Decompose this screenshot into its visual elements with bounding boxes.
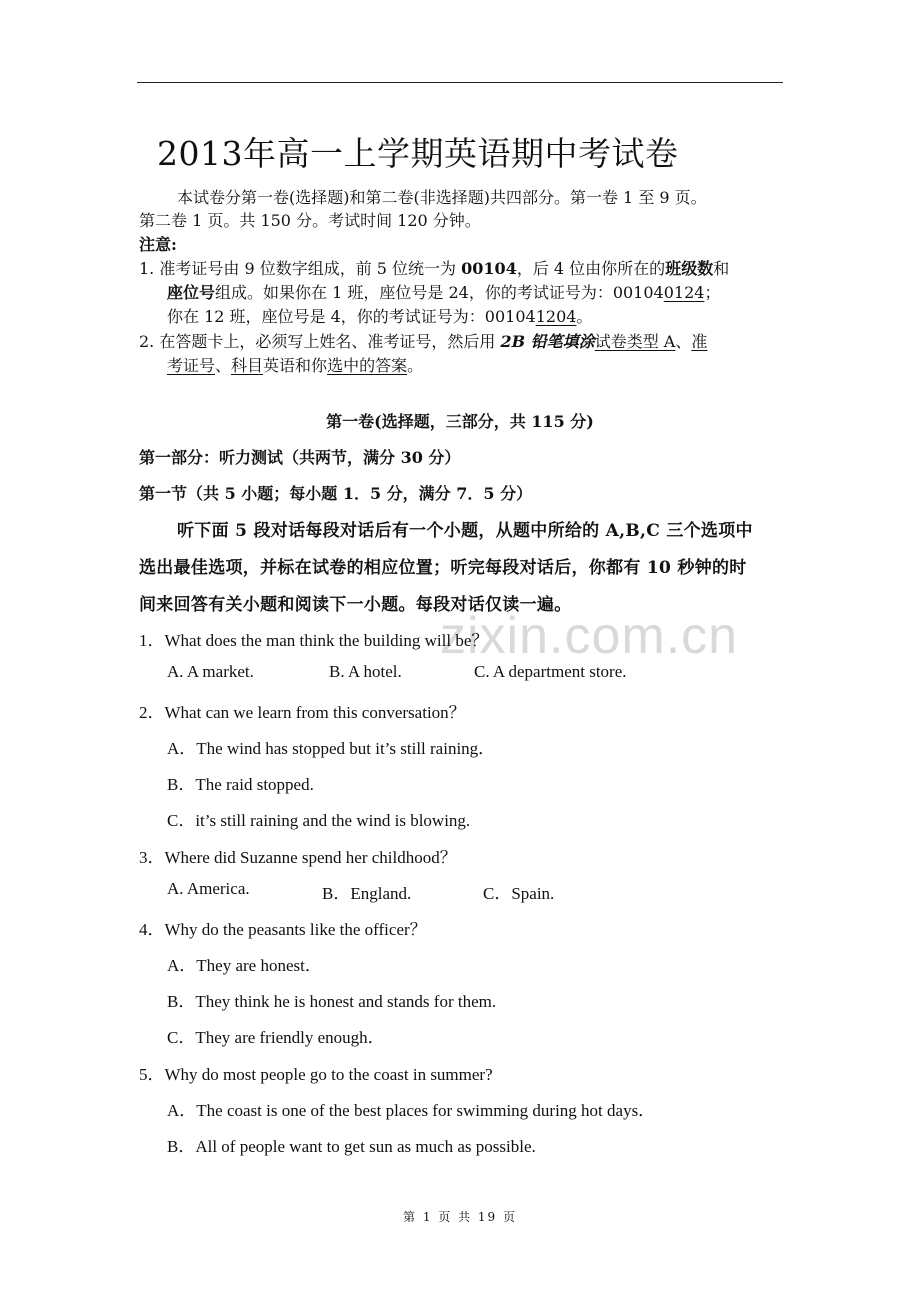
note-1-text: 你在 12 班，座位号是 4，你的考试证号为：00104	[167, 307, 536, 326]
question-2-option-a: A．The wind has stopped but it’s still raining．	[167, 739, 496, 758]
note-1-line-3	[167, 305, 592, 329]
note-2-text: 、	[675, 332, 692, 351]
note-2-text: 。	[407, 356, 424, 375]
exam-id-prefix: 00104	[461, 259, 517, 278]
instructions-line-1: 听下面 5 段对话每段对话后有一个小题，从题中所给的 A,B,C 三个选项中	[177, 521, 753, 541]
exam-id-underline: 准	[691, 332, 708, 351]
instructions-line-2: 选出最佳选项，并标在试卷的相应位置；听完每段对话后，你都有 10 秒钟的时	[139, 558, 747, 578]
question-1-option-a: A. A market.	[167, 662, 254, 681]
part-1-heading: 第一卷(选择题，三部分，共 115 分)	[326, 412, 594, 431]
paper-type-underline: 试卷类型 A	[594, 332, 676, 351]
page-footer: 第 1 页 共 19 页	[403, 1210, 517, 1224]
question-4-option-c: C．They are friendly enough．	[167, 1028, 385, 1047]
question-4-option-a: A．They are honest．	[167, 956, 322, 975]
note-1-line-2	[167, 281, 720, 305]
top-rule	[137, 82, 783, 83]
pencil-emphasis: 2B 铅笔填涂	[500, 332, 595, 351]
question-2-option-b: B．The raid stopped.	[167, 775, 314, 794]
note-2-line-2	[167, 354, 423, 378]
question-4-option-b: B．They think he is honest and stands for them.	[167, 992, 497, 1011]
note-2-text: 2. 在答题卡上，必须写上姓名、准考证号，然后用	[139, 332, 501, 351]
note-1-text: 组成。如果你在 1 班，座位号是 24，你的考试证号为：00104	[215, 283, 664, 302]
subsection-1-heading: 第一节（共 5 小题；每小题 1．5 分，满分 7．5 分）	[139, 484, 533, 503]
question-5-stem: 5．Why do most people go to the coast in summer?	[139, 1065, 493, 1084]
note-2-text: 、	[215, 356, 232, 375]
seat-number-emphasis: 座位号	[167, 283, 216, 302]
question-2-option-c: C．it’s still raining and the wind is blowing.	[167, 811, 471, 830]
exam-id-underline: 考证号	[167, 356, 216, 375]
question-2-stem: 2．What can we learn from this conversation？	[139, 703, 466, 722]
section-1-heading: 第一部分：听力测试（共两节，满分 30 分）	[139, 448, 461, 467]
example-suffix-1: 0124	[663, 283, 705, 302]
question-4-stem: 4．Why do the peasants like the officer？	[139, 920, 427, 939]
answer-underline: 选中的答案	[327, 356, 408, 375]
question-5-option-b: B．All of people want to get sun as much as possible.	[167, 1137, 536, 1156]
note-1-text: 和	[713, 259, 730, 278]
question-1-stem: 1．What does the man think the building will be？	[139, 631, 489, 650]
page-title: 2013年高一上学期英语期中考试卷	[157, 134, 679, 173]
watermark: zixin.com.cn	[440, 607, 739, 665]
note-1-text: 。	[576, 307, 593, 326]
question-3-option-c: C．Spain.	[483, 884, 555, 903]
example-suffix-2: 1204	[535, 307, 577, 326]
question-1-option-b: B. A hotel.	[329, 662, 402, 681]
note-1-line-1	[139, 257, 729, 281]
note-2-text: 英语和你	[263, 356, 328, 375]
note-1-text: ；	[704, 283, 721, 302]
instructions-line-3: 间来回答有关小题和阅读下一小题。每段对话仅读一遍。	[139, 595, 572, 615]
question-1-option-c: C. A department store.	[474, 662, 627, 681]
note-2-line-1	[139, 330, 707, 354]
intro-line-2: 第二卷 1 页。共 150 分。考试时间 120 分钟。	[139, 211, 481, 230]
question-3-option-a: A. America.	[167, 879, 250, 898]
subject-underline: 科目	[231, 356, 264, 375]
note-1-text: 1. 准考证号由 9 位数字组成，前 5 位统一为	[139, 259, 462, 278]
intro-line-1: 本试卷分第一卷(选择题)和第二卷(非选择题)共四部分。第一卷 1 至 9 页。	[177, 188, 707, 207]
question-5-option-a: A．The coast is one of the best places for swimming during hot days．	[167, 1101, 656, 1120]
question-3-option-b: B．England.	[322, 884, 412, 903]
question-3-stem: 3．Where did Suzanne spend her childhood？	[139, 848, 457, 867]
note-1-text: ，后 4 位由你所在的	[516, 259, 666, 278]
notes-heading: 注意:	[139, 235, 177, 254]
class-number-emphasis: 班级数	[665, 259, 714, 278]
